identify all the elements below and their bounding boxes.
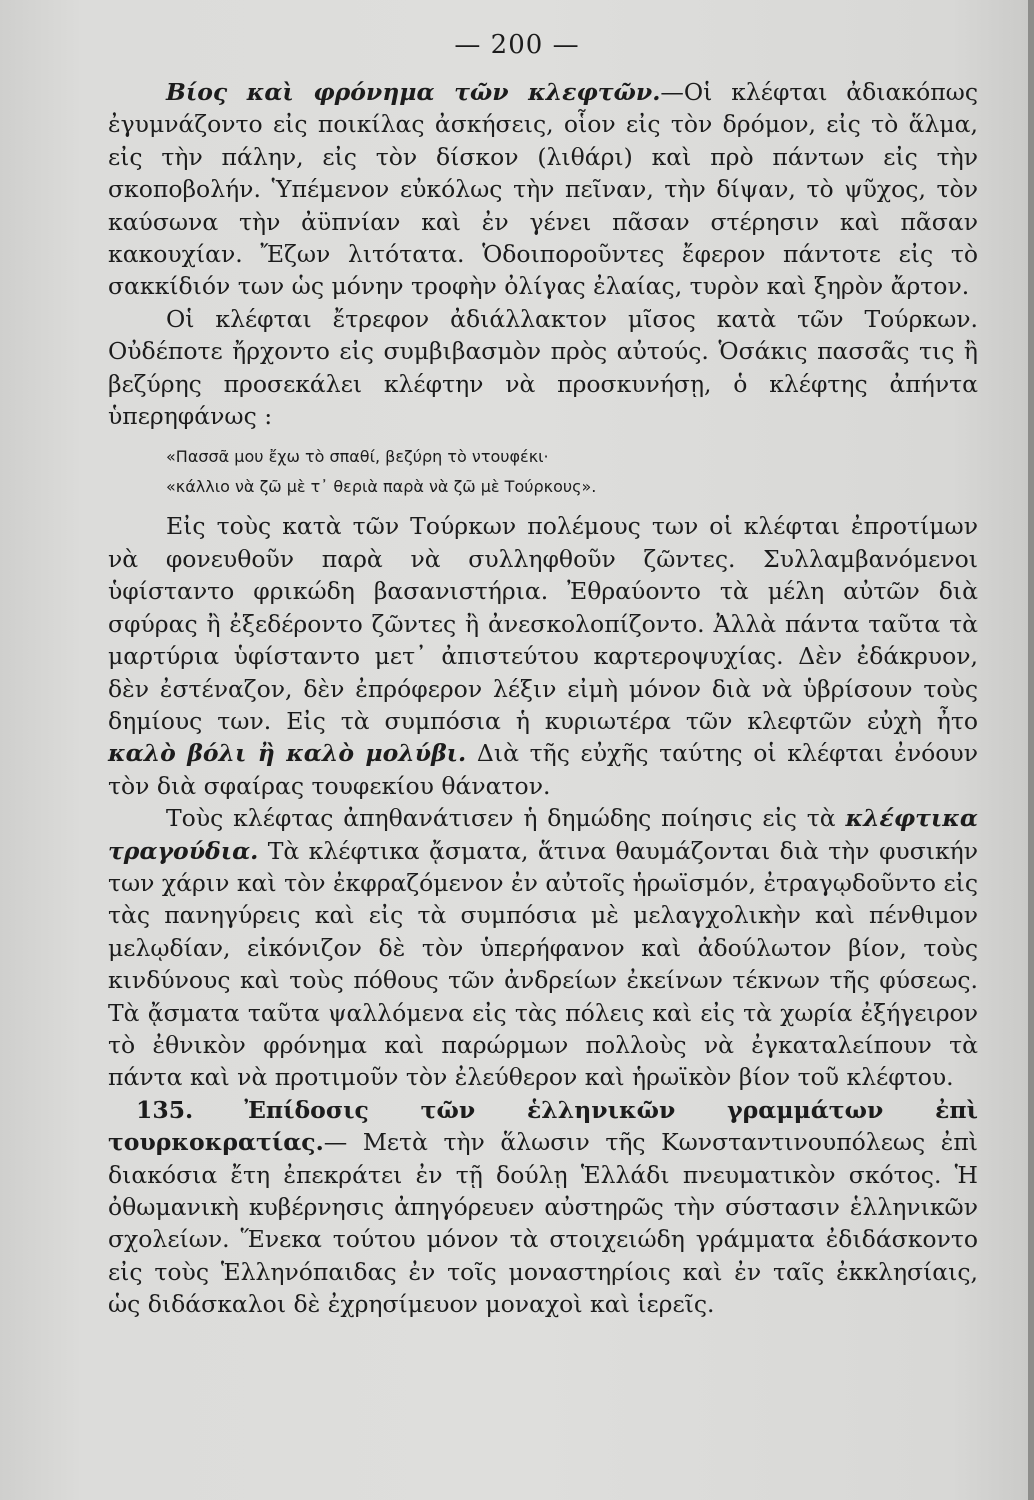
section-number: 135. — [136, 1095, 194, 1124]
page-body — [108, 76, 978, 1321]
paragraph-text: Διὰ τῆς εὐχῆς ταύτης οἱ κλέφται ἐνόουν τὸν διὰ σφαίρας τουφεκίου θάνατον. — [108, 739, 978, 800]
section-heading: Ἐπίδοσις τῶν ἑλληνικῶν γραμμάτων ἐπὶ τουρκοκρατίας. — [108, 1095, 978, 1157]
paragraph-text: Τοὺς κλέφτας ἀπηθανάτισεν ἡ δημώδης ποίησις εἰς τὰ — [166, 804, 836, 833]
page-edge — [1028, 0, 1034, 1500]
emphasis-text: κλέφτικα τραγούδια. — [108, 804, 978, 865]
paragraph-text: Οἱ κλέφται ἔτρεφον ἀδιάλλακτον μῖσος κατὰ τῶν Τούρκων. Οὐδέποτε ἤρχοντο εἰς συμβιβασμὸν πρὸς αὐτούς. Ὁσάκις πασσᾶς τις ἢ βεζύρης προσεκάλει κλέφτην νὰ προσκυνήσῃ, ὁ κλέφτης ἀπήντα ὑπερηφάνως : — [108, 304, 978, 431]
emphasis-text: καλὸ βόλι ἢ καλὸ μολύβι. — [108, 739, 467, 768]
paragraph-klephts-life — [108, 76, 978, 303]
paragraph-hatred — [108, 303, 978, 433]
section-text: — Μετὰ τὴν ἅλωσιν τῆς Κωνσταντινουπόλεως ἐπὶ διακόσια ἔτη ἐπεκράτει ἐν τῇ δούλῃ Ἑλλάδι πνευματικὸν σκότος. Ἡ ὀθωμανικὴ κυβέρνησις ἀπηγόρευεν αὐστηρῶς τὴν σύστασιν ἑλληνικῶν σχολείων. Ἕνεκα τούτου μόνον τὰ στοιχειώδη γράμματα ἐδιδάσκοντο εἰς τοὺς Ἑλληνόπαιδας ἐν τοῖς μοναστηρίοις καὶ ἐν ταῖς ἐκκλησίαις, ὡς διδάσκαλοι δὲ ἐχρησίμευον μοναχοὶ καὶ ἱερεῖς. — [108, 1128, 978, 1319]
paragraph-text: Τὰ κλέφτικα ᾄσματα, ἅτινα θαυμάζονται διὰ τὴν φυσικήν των χάριν καὶ τὸν ἐκφραζόμενον ἐν αὐτοῖς ἡρωϊσμόν, ἐτραγῳδοῦντο εἰς τὰς πανηγύρεις καὶ εἰς τὰ συμπόσια μὲ μελαγχολικὴν καὶ πένθιμον μελῳδίαν, εἰκόνιζον δὲ τὸν ὑπερήφανον καὶ ἀδούλωτον βίον, τοὺς κινδύνους καὶ τοὺς πόθους τῶν ἀνδρείων ἐκείνων τέκνων τῆς φύσεως. Τὰ ᾄσματα ταῦτα ψαλλόμενα εἰς τὰς πόλεις καὶ εἰς τὰ χωρία ἐξήγειρον τὸ ἐθνικὸν φρόνημα καὶ παρώρμων πολλοὺς νὰ ἐγκαταλείπουν τὰ πάντα καὶ νὰ προτιμοῦν τὸν ἐλεύθερον καὶ ἡρωϊκὸν βίον τοῦ κλέφτου. — [108, 836, 978, 1092]
quote-line: «Πασσᾶ μου ἔχω τὸ σπαθί, βεζύρη τὸ ντουφέκι· — [166, 447, 549, 467]
paragraph-torture — [108, 510, 978, 802]
quote-line: «κάλλιο νὰ ζῶ μὲ τ᾽ θεριὰ παρὰ νὰ ζῶ μὲ Τούρκους». — [166, 477, 597, 497]
paragraph-heading: Βίος καὶ φρόνημα τῶν κλεφτῶν. — [166, 78, 661, 106]
paragraph-text: —Οἱ κλέφται ἀδιακόπως ἐγυμνάζοντο εἰς ποικίλας ἀσκήσεις, οἷον εἰς τὸν δρόμον, εἰς τὸ ἅλμα, εἰς τὴν πάλην, εἰς τὸν δίσκον (λιθάρι) καὶ πρὸ πάντων εἰς τὴν σκοποβολήν. Ὑπέμενον εὐκόλως τὴν πεῖναν, τὴν δίψαν, τὸ ψῦχος, τὸν καύσωνα τὴν ἀϋπνίαν καὶ ἐν γένει πᾶσαν στέρησιν καὶ πᾶσαν κακουχίαν. Ἔζων λιτότατα. Ὁδοιποροῦντες ἔφερον πάντοτε εἰς τὸ σακκίδιόν των ὡς μόνην τροφὴν ὀλίγας ἐλαίας, τυρὸν καὶ ξηρὸν ἄρτον. — [108, 78, 978, 301]
section-paragraph — [108, 1094, 978, 1321]
paragraph-songs — [108, 802, 978, 1094]
section-135 — [108, 1094, 978, 1321]
page-number: — 200 — — [454, 30, 580, 60]
folk-song-quote — [108, 442, 978, 502]
paragraph-text: Εἰς τοὺς κατὰ τῶν Τούρκων πολέμους των οἱ κλέφται ἐπροτίμων νὰ φονευθοῦν παρὰ νὰ συλληφθοῦν ζῶντες. Συλλαμβανόμενοι ὑφίσταντο φρικώδη βασανιστήρια. Ἐθραύοντο τὰ μέλη αὐτῶν διὰ σφύρας ἢ ἐξεδέροντο ζῶντες ἢ ἀνεσκολοπίζοντο. Ἀλλὰ πάντα ταῦτα τὰ μαρτύρια ὑφίσταντο μετ᾽ ἀπιστεύτου καρτεροψυχίας. Δὲν ἐδάκρυον, δὲν ἐστέναζον, δὲν ἐπρόφερον λέξιν εἰμὴ μόνον διὰ νὰ ὑβρίσουν τοὺς δημίους των. Εἰς τὰ συμπόσια ἡ κυριωτέρα τῶν κλεφτῶν εὐχὴ ἦτο — [108, 512, 978, 735]
